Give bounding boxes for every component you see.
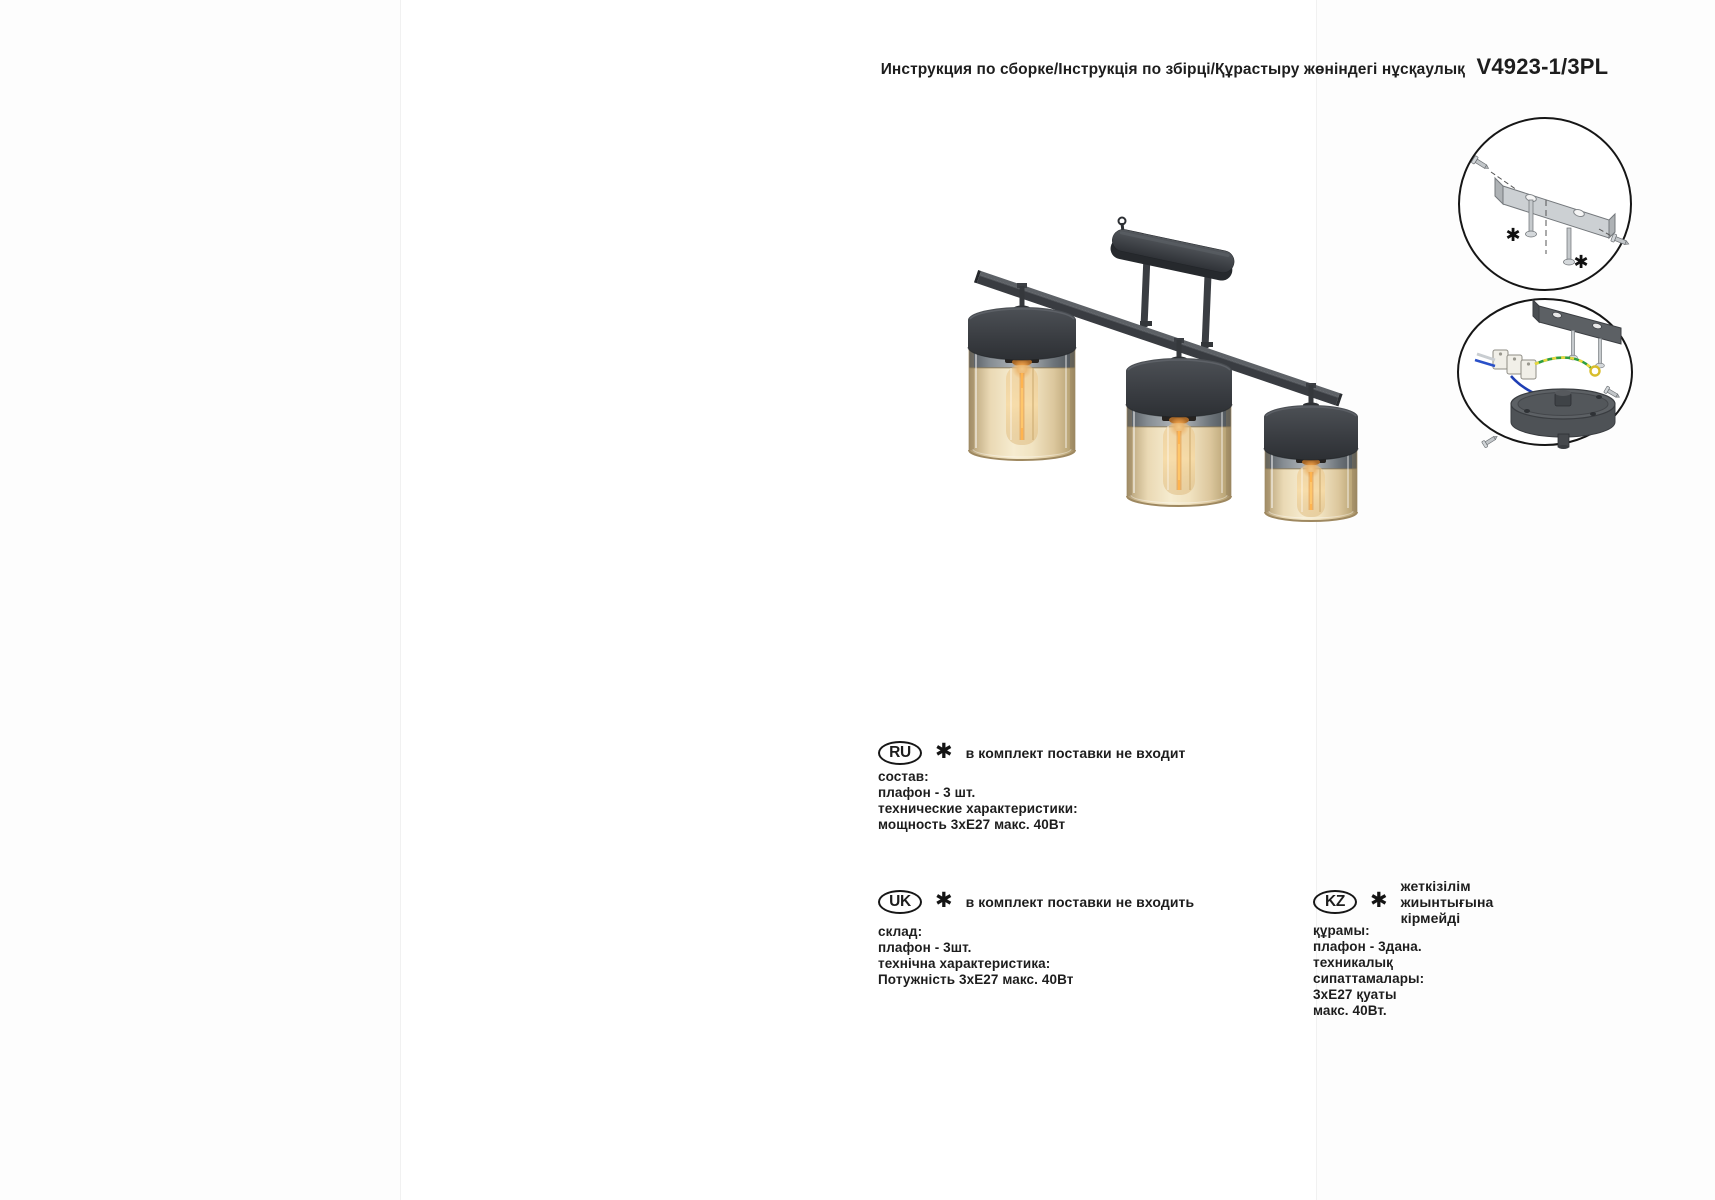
ru-line: мощность 3хЕ27 макс. 40Вт bbox=[878, 817, 1066, 832]
section-uk-body bbox=[878, 924, 1073, 988]
kz-note: жеткізілім жиынтығына кірмейді bbox=[1400, 878, 1494, 926]
document-page bbox=[400, 0, 1609, 1200]
ru-line: состав: bbox=[878, 769, 929, 784]
page-title bbox=[787, 54, 1702, 80]
mounting-diagram-circle bbox=[1459, 118, 1631, 290]
ceiling-lamp-illustration bbox=[891, 190, 1361, 540]
kz-line: 3хЕ27 қуаты макс. 40Вт. bbox=[1313, 987, 1397, 1018]
kz-line: плафон - 3дана. bbox=[1313, 939, 1422, 954]
asterisk-marker: ✱ bbox=[1505, 225, 1521, 246]
title-text: Инструкция по сборке/Інструкція по збірці/Құрастыру жөніндегі нұсқаулық bbox=[880, 61, 1466, 78]
ru-badge: RU bbox=[878, 741, 922, 765]
section-kz-body bbox=[1313, 923, 1424, 1019]
canopy-screw-left bbox=[1482, 433, 1500, 448]
model-number: V4923-1/3PL bbox=[1476, 54, 1609, 79]
asterisk-marker: ✱ bbox=[1573, 252, 1589, 273]
assembly-diagrams bbox=[1451, 108, 1646, 458]
uk-line: склад: bbox=[878, 924, 923, 939]
kz-line: техникалық сипаттамалары: bbox=[1313, 955, 1425, 986]
kz-badge: KZ bbox=[1313, 890, 1357, 914]
section-kz-header bbox=[1313, 878, 1494, 926]
uk-line: Потужність 3хЕ27 макс. 40Вт bbox=[878, 972, 1074, 987]
lamp-shade-3 bbox=[1264, 405, 1358, 521]
ru-note: в комплект поставки не входит bbox=[965, 745, 1186, 761]
asterisk-icon: ✱ bbox=[935, 888, 953, 912]
lamp-shade-2 bbox=[1126, 358, 1232, 506]
ru-line: плафон - 3 шт. bbox=[878, 785, 976, 800]
lamp-shade-1 bbox=[968, 307, 1076, 460]
lamp-canopy bbox=[1109, 227, 1237, 282]
uk-line: технічна характеристика: bbox=[878, 956, 1051, 971]
uk-line: плафон - 3шт. bbox=[878, 940, 972, 955]
section-uk-header bbox=[878, 889, 1194, 915]
wiring-diagram-circle bbox=[1458, 299, 1632, 449]
asterisk-icon: ✱ bbox=[1370, 888, 1388, 912]
section-ru-body bbox=[878, 769, 1078, 833]
section-ru-header bbox=[878, 740, 1186, 766]
uk-badge: UK bbox=[878, 890, 922, 914]
kz-line: құрамы: bbox=[1313, 923, 1370, 938]
asterisk-icon: ✱ bbox=[935, 739, 953, 763]
uk-note: в комплект поставки не входить bbox=[965, 894, 1195, 910]
ru-line: технические характеристики: bbox=[878, 801, 1078, 816]
